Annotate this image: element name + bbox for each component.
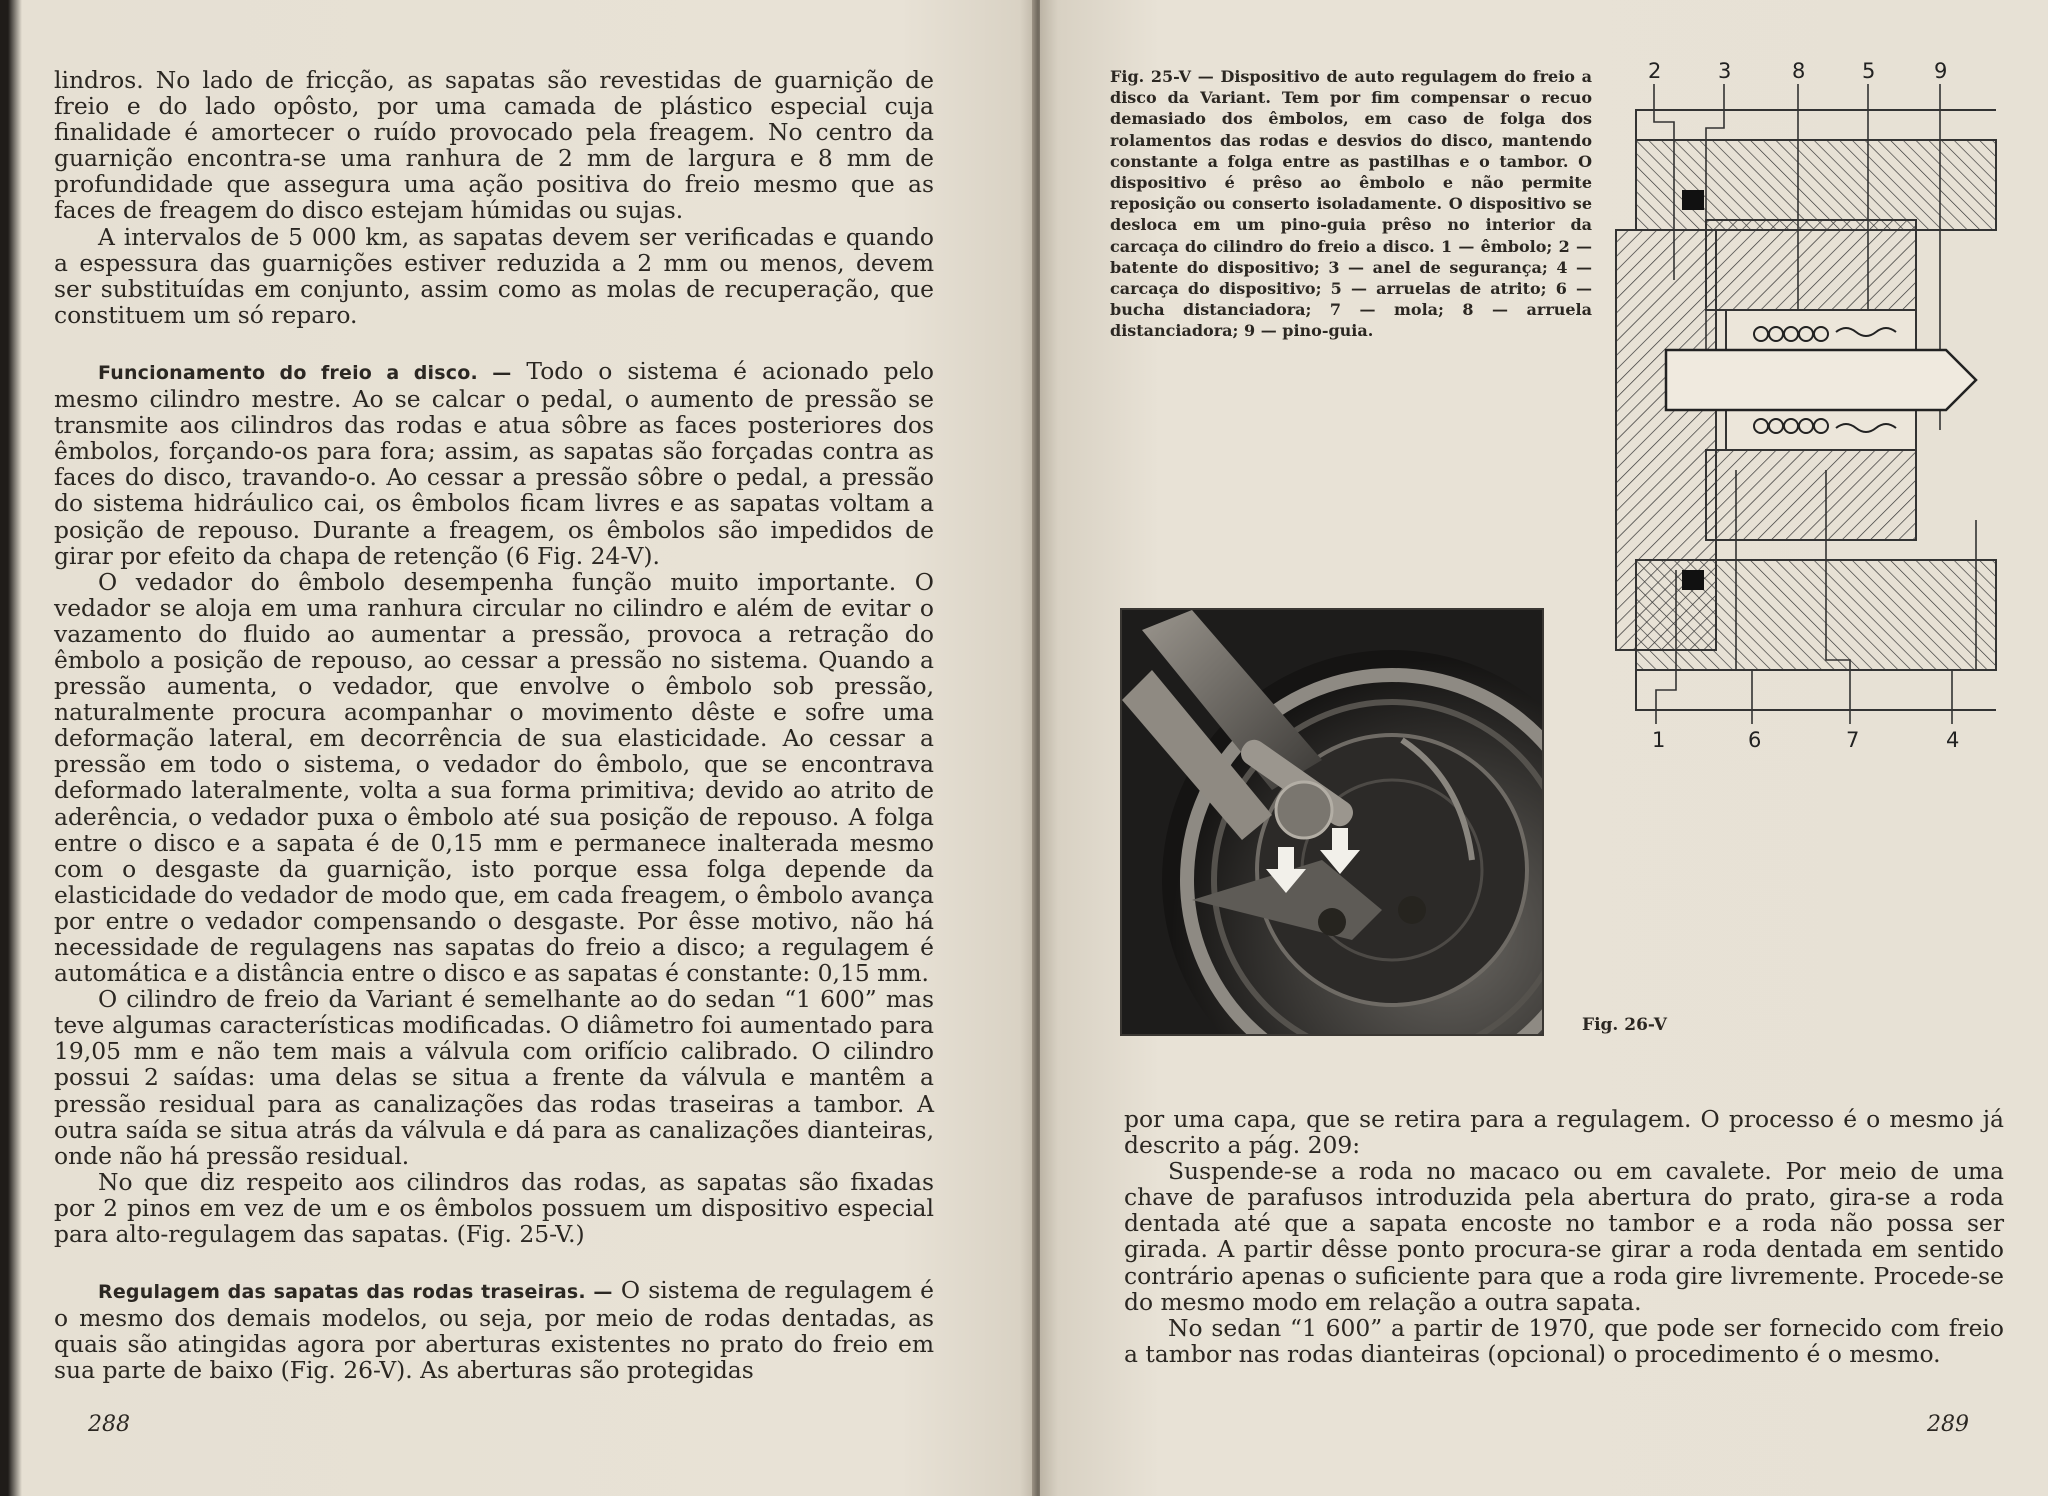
brake-drum-illustration [1122, 610, 1542, 1034]
callout-label: 7 [1846, 728, 1860, 752]
right-body-text [1124, 1106, 2004, 1367]
callout-label: 9 [1934, 59, 1948, 83]
figure-caption [1110, 66, 1592, 342]
paragraph: A intervalos de 5 000 km, as sapatas devem ser verificadas e quando a espessura das guarnições estiver reduzida a 2 mm ou menos, devem ser substituídas em conjunto, assim como as molas de recuperação, que constituem um só reparo. [54, 222, 934, 329]
self-adjusting-device-diagram [1596, 50, 2016, 770]
callout-label: 1 [1652, 728, 1666, 752]
page-number: 288 [88, 1412, 130, 1437]
paragraph: O cilindro de freio da Variant é semelhante ao do sedan “1 600” mas teve algumas características modificadas. O diâmetro foi aumentado para 19,05 mm e não tem mais a válvula com orifício calibrado. O cilindro possui 2 saídas: uma delas se situa a frente da válvula e mantêm a pressão residual para as canalizações das rodas traseiras a tambor. A outra saída se situa atrás da válvula e dá para as canalizações dianteiras, onde não há pressão residual. [54, 985, 934, 1170]
paragraph: O vedador do êmbolo desempenha função muito importante. O vedador se aloja em uma ranhura circular no cilindro e além de evitar o vazamento do fluido ao aumentar a pressão, provoca a retração do êmbolo a posição de repouso, ao cessar a pressão no sistema. Quando a pressão aumenta, o vedador, que envolve o êmbolo sob pressão, naturalmente procura acompanhar o movimento dêste e sofre uma deformação lateral, em decorrência de sua elasticidade. Ao cessar a pressão em todo o sistema, o vedador do êmbolo, que se encontrava deformado lateralmente, volta a sua forma primitiva; devido ao atrito de aderência, o vedador puxa o êmbolo até sua posição de repouso. A folga entre o disco e a sapata é de 0,15 mm e permanece inalterada mesmo com o desgaste da guarnição, isto porque essa folga depende da elasticidade do vedador de modo que, em cada freagem, o êmbolo avança por entre o vedador compensando o desgaste. Por êsse motivo, não há necessidade de regulagens nas sapatas do freio a disco; a regulagem é automática e a distância entre o disco e as sapatas é constante: 0,15 mm. [54, 567, 934, 988]
paragraph [54, 358, 934, 569]
callout-label: 8 [1792, 59, 1806, 83]
figure-caption-label: Fig. 25-V — [1110, 67, 1214, 86]
paragraph-text: O sistema de regulagem é o mesmo dos demais modelos, ou seja, por meio de rodas dentadas, as quais são atingidas agora por aberturas existentes no prato do freio em sua parte de baixo (Fig. 26-V). As aberturas são protegidas [54, 1276, 935, 1385]
callout-label: 6 [1748, 728, 1762, 752]
figure-caption-text: Dispositivo de auto regulagem do freio a disco da Variant. Tem por fim compensar o recuo demasiado dos êmbolos, em caso de folga dos rolamentos das rodas e desvios do disco, mantendo constante a folga entre as pastilhas e o tambor. O dispositivo é prêso ao êmbolo e não permite reposição ou conserto isoladamente. O dispositivo se desloca em um pino-guia prêso no interior da carcaça do cilindro do freio a disco. 1 — êmbolo; 2 — batente do dispositivo; 3 — anel de segurança; 4 — carcaça do dispositivo; 5 — arruelas de atrito; 6 — bucha distanciadora; 7 — mola; 8 — arruela distanciadora; 9 — pino-guia. [1110, 67, 1592, 341]
section-heading: Regulagem das sapatas das rodas traseiras. — [98, 1281, 613, 1304]
paragraph: No que diz respeito aos cilindros das rodas, as sapatas são fixadas por 2 pinos em vez de um e os êmbolos possuem um dispositivo especial para alto-regulagem das sapatas. (Fig. 25-V.) [54, 1167, 934, 1249]
paragraph: Suspende-se a roda no macaco ou em cavalete. Por meio de uma chave de parafusos introduzida pela abertura do prato, gira-se a roda dentada até que a sapata encoste no tambor e a roda não possa ser girada. A partir dêsse ponto procura-se girar a roda dentada em sentido contrário apenas o suficiente para que a roda gire livremente. Procede-se do mesmo modo em relação a outra sapata. [1124, 1157, 2004, 1316]
callout-label: 3 [1718, 59, 1732, 83]
cross-section-drawing [1596, 50, 2016, 770]
callout-label: 2 [1648, 59, 1662, 83]
paragraph: por uma capa, que se retira para a regulagem. O processo é o mesmo já descrito a pág. 209: [1124, 1105, 2004, 1160]
left-body-text [54, 67, 934, 1384]
section-heading: Funcionamento do freio a disco. — [98, 361, 512, 384]
photo-caption: Fig. 26-V [1582, 1015, 1667, 1035]
callout-label: 4 [1946, 728, 1960, 752]
paragraph: No sedan “1 600” a partir de 1970, que pode ser fornecido com freio a tambor nas rodas dianteiras (opcional) o procedimento é o mesmo. [1124, 1313, 2004, 1368]
page-number: 289 [1927, 1412, 1969, 1437]
callout-label: 5 [1862, 59, 1876, 83]
paragraph [54, 1277, 934, 1383]
brake-drum-photo [1120, 608, 1544, 1036]
paragraph: lindros. No lado de fricção, as sapatas são revestidas de guarnição de freio e do lado opôsto, por uma camada de plástico especial cuja finalidade é amortecer o ruído provocado pela freagem. No centro da guarnição encontra-se uma ranhura de 2 mm de largura e 8 mm de profundidade que assegura uma ação positiva do freio mesmo que as faces de freagem do disco estejam húmidas ou sujas. [54, 66, 934, 225]
paragraph-text: Todo o sistema é acionado pelo mesmo cilindro mestre. Ao se calcar o pedal, o aumento de pressão se transmite aos cilindros das rodas e atua sôbre as faces posteriores dos êmbolos, forçando-os para fora; assim, as sapatas são forçadas contra as faces do disco, travando-o. Ao cessar a pressão sôbre o pedal, a pressão do sistema hidráulico cai, os êmbolos ficam livres e as sapatas voltam a posição de repouso. Durante a freagem, os êmbolos são impedidos de girar por efeito da chapa de retenção (6 Fig. 24-V). [54, 356, 934, 570]
